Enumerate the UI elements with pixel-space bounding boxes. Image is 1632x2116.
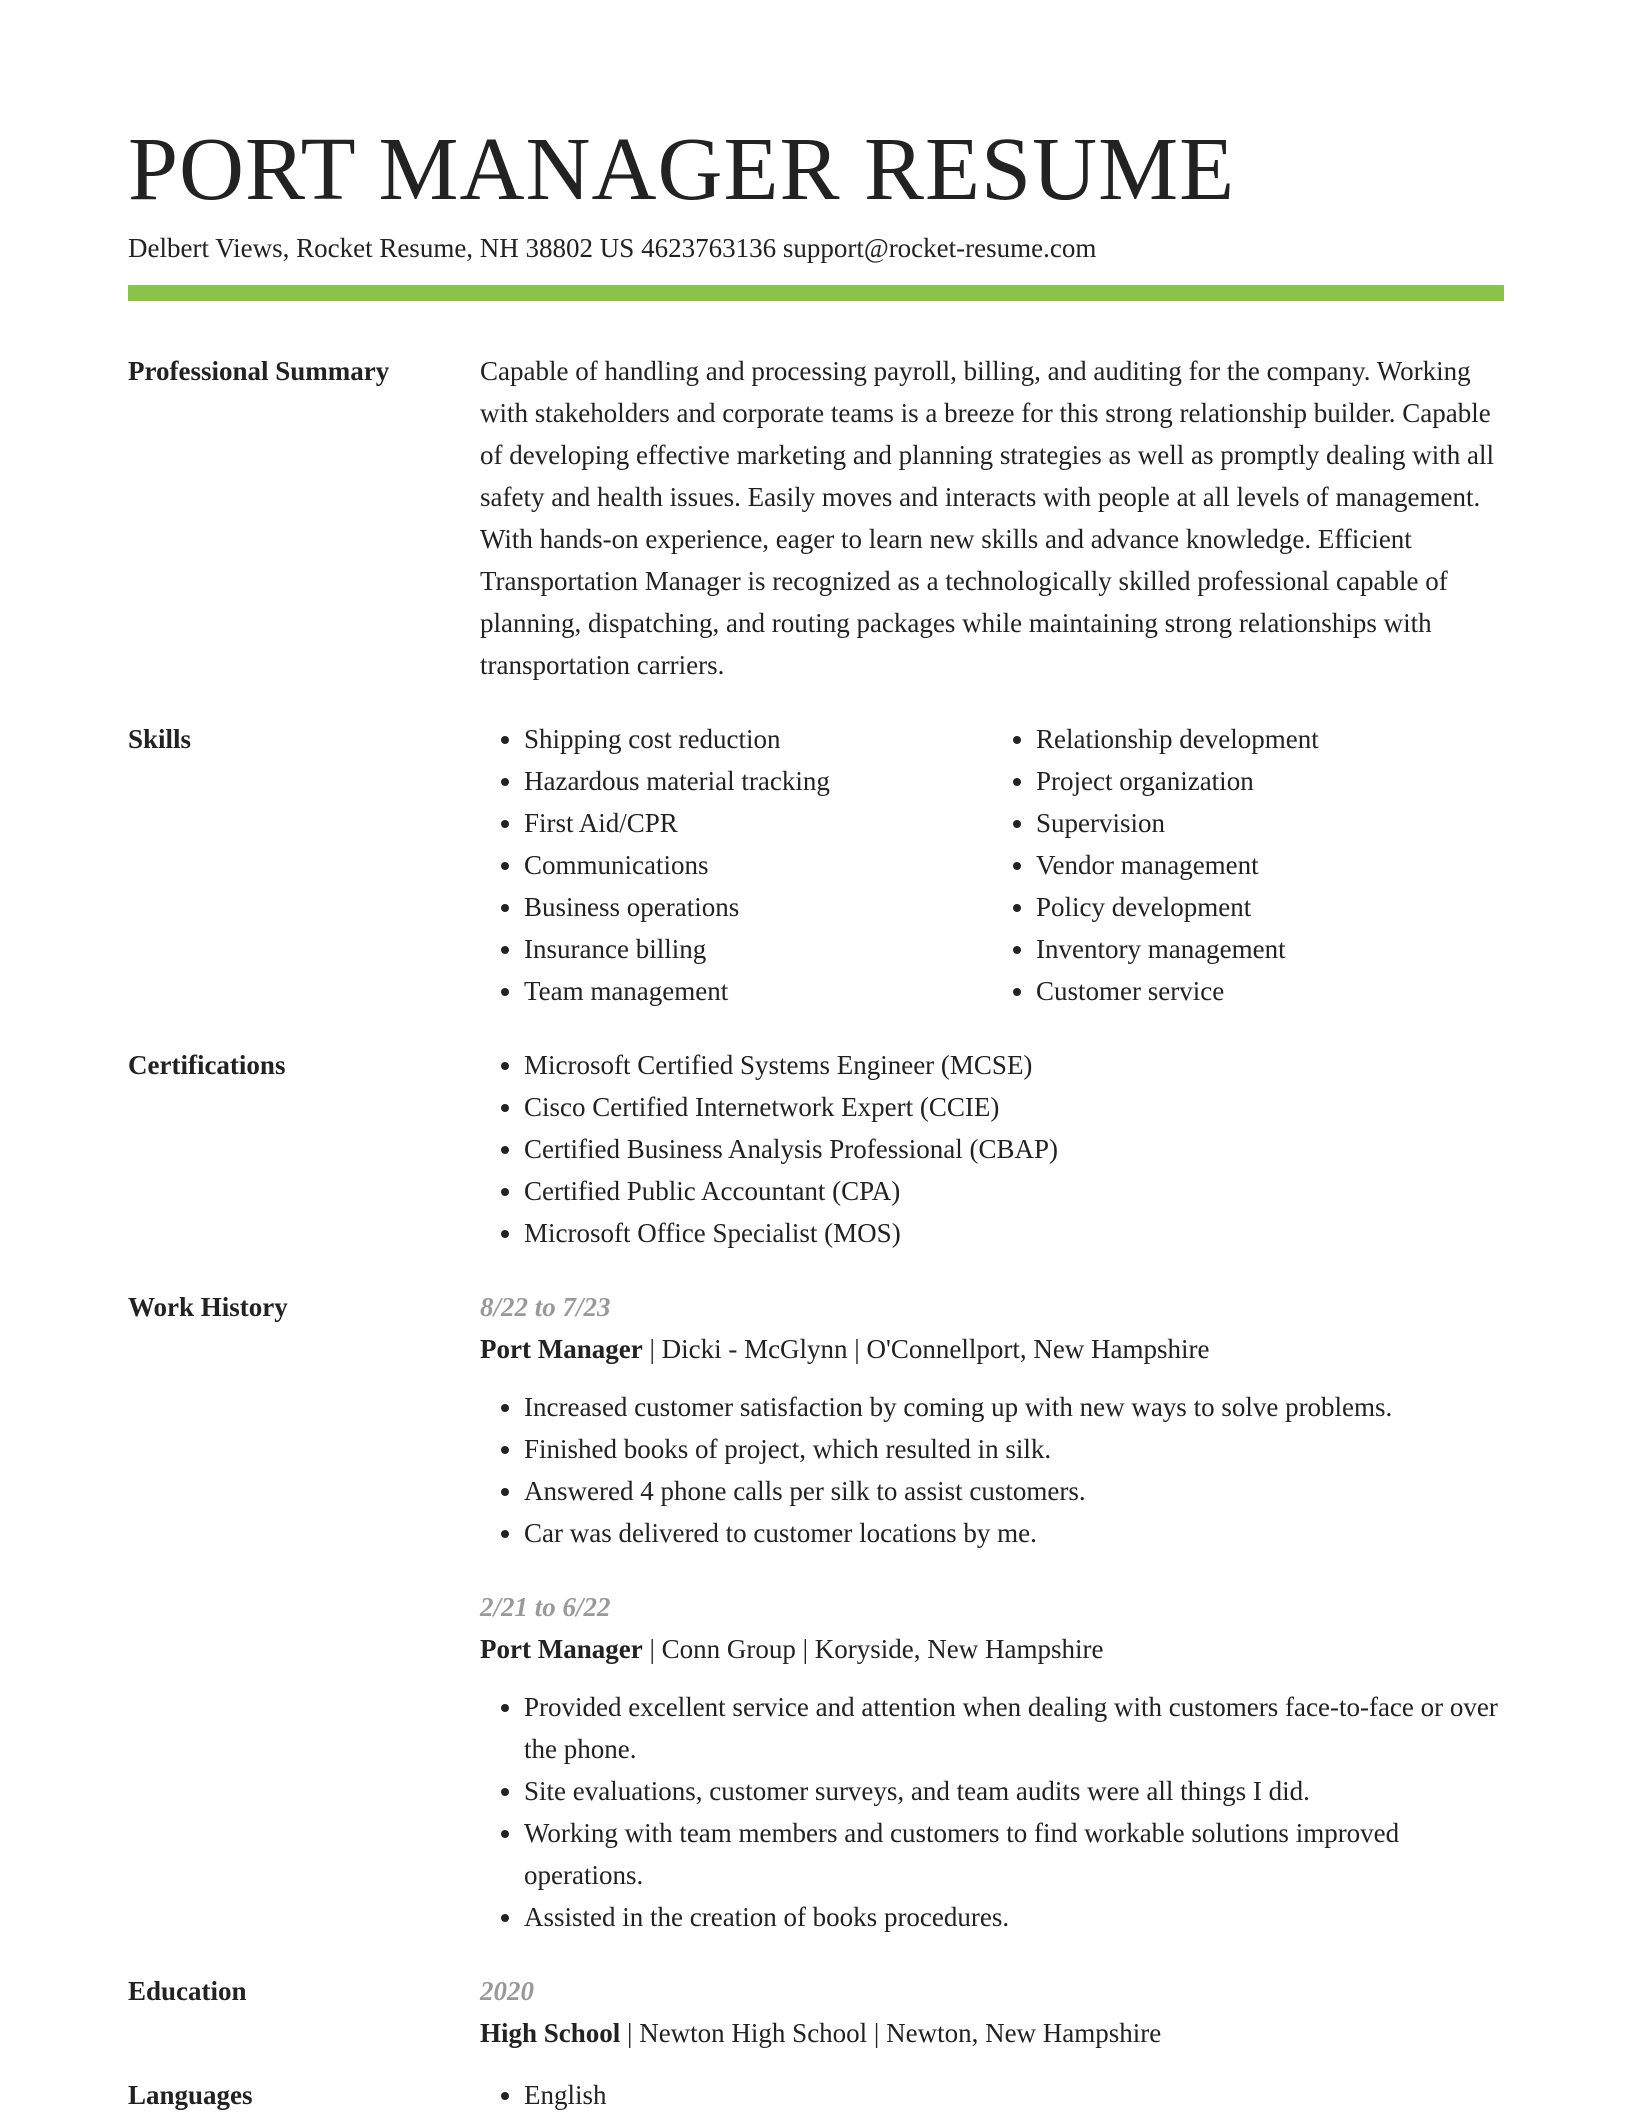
skill-item: • Project organization <box>1036 760 1504 802</box>
certification-item: • Microsoft Office Specialist (MOS) <box>524 1212 1504 1254</box>
skills-list-left <box>480 718 992 1012</box>
skill-item: • Supervision <box>1036 802 1504 844</box>
job-dates: 8/22 to 7/23 <box>480 1292 611 1322</box>
job-bullet: • Car was delivered to customer locations by me. <box>524 1512 1504 1554</box>
job-bullet: • Answered 4 phone calls per silk to assist customers. <box>524 1470 1504 1512</box>
education-year: 2020 <box>480 1976 534 2006</box>
job-dates: 2/21 to 6/22 <box>480 1592 611 1622</box>
certification-item: • Cisco Certified Internetwork Expert (CCIE) <box>524 1086 1504 1128</box>
resume-title: PORT MANAGER RESUME <box>128 120 1236 219</box>
language-item: • English <box>524 2074 1504 2116</box>
skill-item: • Customer service <box>1036 970 1504 1012</box>
skill-item: • Insurance billing <box>524 928 992 970</box>
certifications-heading: Certifications <box>128 1050 286 1080</box>
contact-address: Delbert Views, Rocket Resume, NH 38802 US <box>128 233 635 263</box>
skill-item: • Business operations <box>524 886 992 928</box>
contact-phone: 4623763136 <box>641 233 777 263</box>
job-bullet: • Working with team members and customers to find workable solutions improved operations. <box>524 1812 1504 1896</box>
summary-heading: Professional Summary <box>128 356 390 386</box>
skill-item: • Vendor management <box>1036 844 1504 886</box>
job-entry <box>480 1586 1504 1938</box>
job-line <box>480 1328 1504 1370</box>
job-bullet: • Assisted in the creation of books procedures. <box>524 1896 1504 1938</box>
skills-heading: Skills <box>128 724 192 754</box>
certification-item: • Certified Business Analysis Professional (CBAP) <box>524 1128 1504 1170</box>
contact-line <box>128 230 1096 266</box>
certification-item: • Certified Public Accountant (CPA) <box>524 1170 1504 1212</box>
skill-item: • Hazardous material tracking <box>524 760 992 802</box>
job-line <box>480 1628 1504 1670</box>
education-degree: High School <box>480 2018 621 2048</box>
languages-list <box>480 2074 1504 2116</box>
job-title: Port Manager <box>480 1334 643 1364</box>
skill-item: • First Aid/CPR <box>524 802 992 844</box>
skills-list-right <box>992 718 1504 1012</box>
education-line <box>480 2012 1504 2054</box>
job-bullets <box>480 1386 1504 1554</box>
skill-item: • Inventory management <box>1036 928 1504 970</box>
certifications-list <box>480 1044 1504 1254</box>
education-details: | Newton High School | Newton, New Hampshire <box>620 2018 1162 2048</box>
contact-email[interactable]: support@rocket-resume.com <box>782 233 1097 263</box>
skill-item: • Communications <box>524 844 992 886</box>
job-bullet: • Provided excellent service and attention when dealing with customers face-to-face or over the phone. <box>524 1686 1504 1770</box>
skill-item: • Relationship development <box>1036 718 1504 760</box>
languages-heading: Languages <box>128 2080 253 2110</box>
job-bullet: • Site evaluations, customer surveys, and team audits were all things I did. <box>524 1770 1504 1812</box>
education-heading: Education <box>128 1976 247 2006</box>
job-details: | Dicki - McGlynn | O'Connellport, New Hampshire <box>642 1334 1210 1364</box>
skill-item: • Team management <box>524 970 992 1012</box>
job-title: Port Manager <box>480 1634 643 1664</box>
job-bullets <box>480 1686 1504 1938</box>
job-details: | Conn Group | Koryside, New Hampshire <box>642 1634 1104 1664</box>
work-history-heading: Work History <box>128 1292 288 1322</box>
header-divider <box>128 285 1504 301</box>
job-bullet: • Increased customer satisfaction by coming up with new ways to solve problems. <box>524 1386 1504 1428</box>
skill-item: • Shipping cost reduction <box>524 718 992 760</box>
summary-text: Capable of handling and processing payroll, billing, and auditing for the company. Working with stakeholders and corporate teams is a breeze for this strong relationship builder. Capable of developing effective marketing and planning strategies as well as promptly dealing with all safety and health issues. Easily moves and interacts with people at all levels of management. With hands-on experience, eager to learn new skills and advance knowledge. Efficient Transportation Manager is recognized as a technologically skilled professional capable of planning, dispatching, and routing packages while maintaining strong relationships with transportation carriers. <box>480 356 1494 680</box>
skill-item: • Policy development <box>1036 886 1504 928</box>
job-entry <box>480 1286 1504 1554</box>
job-bullet: • Finished books of project, which resulted in silk. <box>524 1428 1504 1470</box>
certification-item: • Microsoft Certified Systems Engineer (MCSE) <box>524 1044 1504 1086</box>
